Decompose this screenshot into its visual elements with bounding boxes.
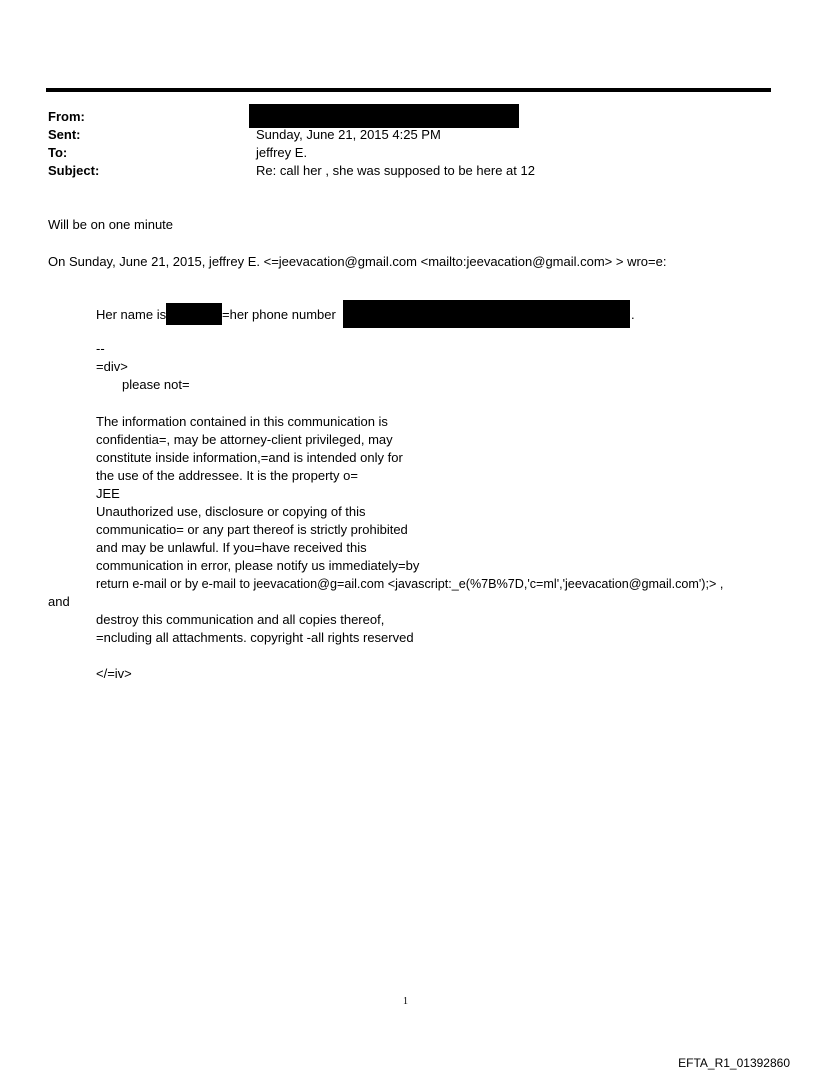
disclaimer-line: JEE: [96, 486, 120, 501]
to-value: jeffrey E.: [256, 145, 308, 160]
name-prefix: Her name is: [96, 307, 167, 322]
subject-value: Re: call her , she was supposed to be here at 12: [256, 163, 535, 178]
disclaimer-tail: =ncluding all attachments. copyright -all rights reserved: [96, 630, 414, 645]
sig-dashes: --: [96, 341, 105, 356]
redacted-phone: [343, 300, 630, 328]
disclaimer-line: return e-mail or by e-mail to jeevacation@g=ail.com <javascript:_e(%7B%7D,'c=ml','jeevacation@gmail.com');> ,: [96, 577, 724, 591]
div-close: </=iv>: [96, 666, 132, 681]
disclaimer-line: The information contained in this communication is: [96, 414, 388, 429]
disclaimer-line: constitute inside information,=and is intended only for: [96, 450, 403, 465]
top-rule: [46, 88, 771, 92]
reply-text: Will be on one minute: [48, 217, 174, 232]
disclaimer-line: communication in error, please notify us immediately=by: [96, 558, 420, 573]
from-label: From:: [48, 109, 85, 124]
bates-number: EFTA_R1_01392860: [678, 1056, 790, 1070]
quote-intro: On Sunday, June 21, 2015, jeffrey E. <=jeevacation@gmail.com <mailto:jeevacation@gmail.com> > wro=e:: [48, 254, 667, 269]
sent-value: Sunday, June 21, 2015 4:25 PM: [256, 127, 441, 142]
div-open: =div>: [96, 359, 128, 374]
and-word: and: [48, 594, 70, 609]
please-not: please not=: [122, 377, 190, 392]
disclaimer-tail: destroy this communication and all copies thereof,: [96, 612, 385, 627]
disclaimer-line: confidentia=, may be attorney-client privileged, may: [96, 432, 393, 447]
phone-label: =her phone number: [222, 307, 336, 322]
to-label: To:: [48, 145, 68, 160]
disclaimer-line: the use of the addressee. It is the property o=: [96, 468, 358, 483]
subject-label: Subject:: [48, 163, 100, 178]
disclaimer-line: Unauthorized use, disclosure or copying of this: [96, 504, 366, 519]
sent-label: Sent:: [48, 127, 81, 142]
disclaimer-line: and may be unlawful. If you=have received this: [96, 540, 367, 555]
redacted-name: [166, 303, 222, 325]
disclaimer-line: communicatio= or any part thereof is strictly prohibited: [96, 522, 408, 537]
page-number: 1: [403, 996, 408, 1007]
redacted-from: [249, 104, 519, 128]
name-end: .: [631, 307, 635, 322]
